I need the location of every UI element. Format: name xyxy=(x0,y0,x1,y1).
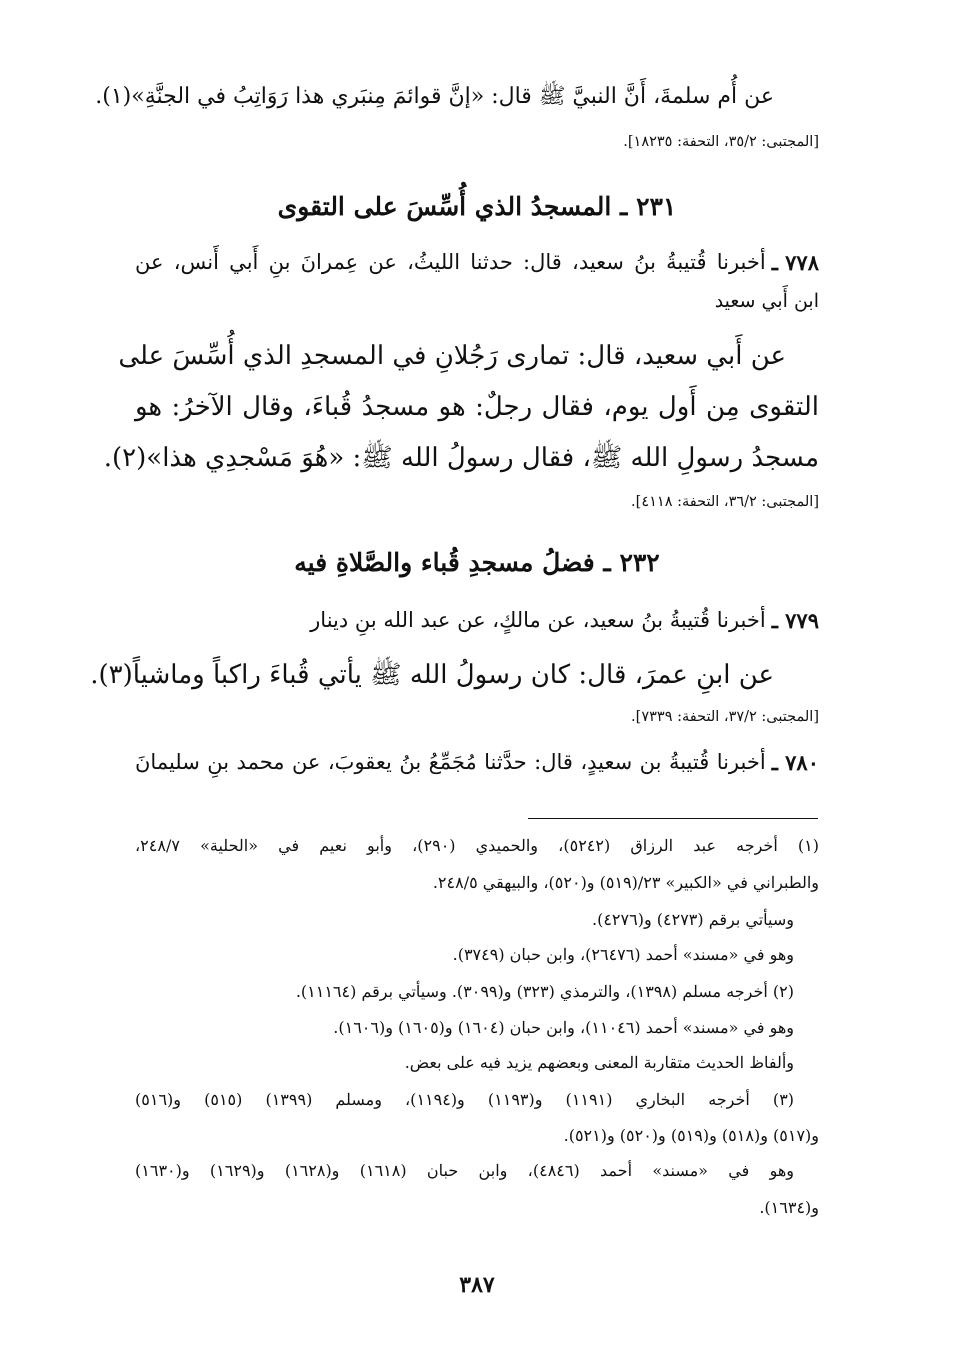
footnote-1-line-1: (١) أخرجه عبد الرزاق (٥٢٤٢)، والحميدي (٢٩٠)، وأبو نعيم في «الحلية» ٢٤٨/٧، xyxy=(135,836,819,855)
footnote-3-line-1: (٣) أخرجه البخاري (١١٩١) و(١١٩٣) و(١١٩٤)، ومسلم (١٣٩٩) (٥١٥) و(٥١٦) xyxy=(135,1090,795,1109)
hadith-779-isnad-text: أخبرنا قُتيبةُ بنُ سعيد، عن مالكٍ، عن عبد الله بنِ دينار xyxy=(310,608,766,632)
hadith-778-matn-line-3: مسجدُ رسولِ الله ﷺ، فقال رسولُ الله ﷺ: «هُوَ مَسْجدِي هذا»(٢). xyxy=(103,443,819,473)
footnote-1-line-4: وهو في «مسند» أحمد (٢٦٤٧٦)، وابن حبان (٣٧٤٩). xyxy=(452,945,794,964)
page-number: ٣٨٧ xyxy=(459,1272,495,1298)
footnote-2-line-3: وألفاظ الحديث متقاربة المعنى وبعضهم يزيد فيه على بعض. xyxy=(404,1053,794,1072)
hadith-779-number: ٧٧٩ ـ xyxy=(771,608,819,633)
hadith-778-isnad-line-1 xyxy=(135,252,819,273)
footnote-3-line-2: و(٥١٧) و(٥١٨) و(٥١٩) و(٥٢٠) و(٥٢١). xyxy=(563,1126,819,1145)
hadith-780-isnad-line xyxy=(135,752,819,773)
hadith-779-reference: [المجتبى: ٣٧/٢، التحفة: ٧٣٣٩]. xyxy=(631,709,819,725)
hadith-780-isnad-text: أخبرنا قُتيبةُ بن سعيدٍ، قال: حدَّثنا مُجَمِّعُ بنُ يعقوبَ، عن محمد بنِ سليمانَ xyxy=(135,750,766,774)
hadith-777-text: عن أُم سلمةَ، أَنَّ النبيَّ ﷺ قال: «إنَّ قوائمَ مِنبَري هذا رَوَاتِبُ في الجنَّةِ»(١). xyxy=(95,84,774,109)
footnote-separator xyxy=(528,818,818,819)
chapter-232-heading: ٢٣٢ ـ فضلُ مسجدِ قُباء والصَّلاةِ فيه xyxy=(294,548,660,577)
hadith-778-isnad-text-1: أخبرنا قُتيبةُ بنُ سعيد، قال: حدثنا الليثُ، عن عِمرانَ بنِ أَبي أَنس، عن xyxy=(135,250,766,274)
hadith-777-reference: [المجتبى: ٣٥/٢، التحفة: ١٨٢٣٥]. xyxy=(623,134,819,150)
footnote-3-line-3: وهو في «مسند» أحمد (٤٨٤٦)، وابن حبان (١٦١٨) و(١٦٢٨) و(١٦٢٩) و(١٦٣٠) xyxy=(135,1161,795,1180)
hadith-779-isnad-line xyxy=(310,610,819,631)
hadith-778-matn-line-2: التقوى مِن أَول يوم، فقال رجلٌ: هو مسجدُ قُباءَ، وقال الآخرُ: هو xyxy=(135,392,820,422)
hadith-779-matn: عن ابنِ عمرَ، قال: كان رسولُ الله ﷺ يأتي قُباءَ راكباً وماشياً(٣). xyxy=(90,660,774,690)
chapter-231-heading: ٢٣١ ـ المسجدُ الذي أُسِّسَ على التقوى xyxy=(277,192,677,221)
footnote-3-line-4: و(١٦٣٤). xyxy=(759,1198,819,1217)
footnote-2-line-1: (٢) أخرجه مسلم (١٣٩٨)، والترمذي (٣٢٣) و(٣٠٩٩). وسيأتي برقم (١١١٦٤). xyxy=(295,982,794,1001)
footnote-1-line-3: وسيأتي برقم (٤٢٧٣) و(٤٢٧٦). xyxy=(592,910,794,929)
hadith-780-number: ٧٨٠ ـ xyxy=(771,750,819,775)
hadith-778-number: ٧٧٨ ـ xyxy=(771,250,819,275)
hadith-778-isnad-line-2: ابن أَبي سعيد xyxy=(714,290,819,312)
footnote-2-line-2: وهو في «مسند» أحمد (١١٠٤٦)، وابن حبان (١٦٠٤) و(١٦٠٥) و(١٦٠٦). xyxy=(333,1018,794,1037)
hadith-778-reference: [المجتبى: ٣٦/٢، التحفة: ٤١١٨]. xyxy=(631,494,819,510)
footnote-1-line-2: والطبراني في «الكبير» ٢٣/(٥١٩) و(٥٢٠)، والبيهقي ٢٤٨/٥. xyxy=(432,873,819,892)
hadith-778-matn-line-1: عن أَبي سعيد، قال: تمارى رَجُلانِ في المسجدِ الذي أُسِّسَ على xyxy=(118,341,786,371)
